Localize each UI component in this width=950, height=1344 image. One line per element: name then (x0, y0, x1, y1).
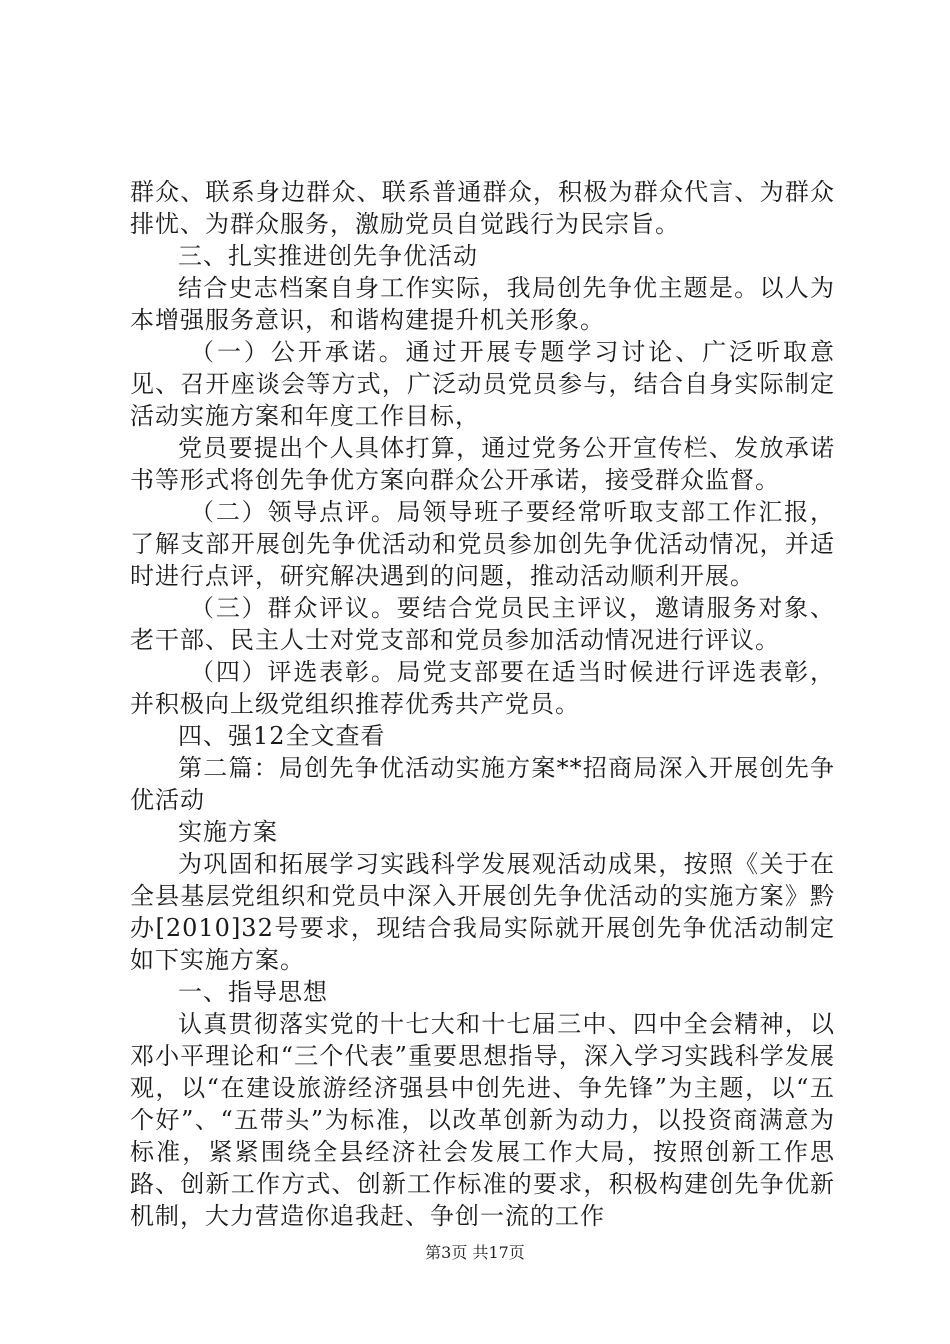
paragraph-guiding-thought: 认真贯彻落实党的十七大和十七届三中、四中全会精神，以邓小平理论和“三个代表”重要思想指导，深入学习实践科学发展观，以“在建设旅游经济强县中创先进、争先锋”为主题，以“五个好”、“五带头”为标准，以改革创新为动力，以投资商满意为标准，紧紧围绕全县经济社会发展工作大局，按照创新工作思路、创新工作方式、创新工作标准的要求，积极构建创先争优新机制，大力营造你追我赶、争创一流的工作 (130, 1010, 835, 1230)
section-heading-three: 三、扎实推进创先争优活动 (178, 242, 478, 270)
paragraph-public-commitment: （一）公开承诺。通过开展专题学习讨论、广泛听取意见、召开座谈会等方式，广泛动员党员参与，结合自身实际制定活动实施方案和年度工作目标， (130, 338, 835, 430)
paragraph-continuation: 群众、联系身边群众、联系普通群众，积极为群众代言、为群众排忧、为群众服务，激励党员自觉践行为民宗旨。 (130, 178, 835, 238)
paragraph-mass-appraisal: （三）群众评议。要结合党员民主评议，邀请服务对象、老干部、民主人士对党支部和党员参加活动情况进行评议。 (130, 594, 835, 654)
section-heading-guiding-thought: 一、指导思想 (178, 978, 328, 1006)
page-footer: 第3页 共17页 (425, 1243, 525, 1262)
document-body (130, 176, 835, 1232)
section-heading-four: 四、强12全文查看 (178, 722, 386, 750)
chapter-two-title: 第二篇：局创先争优活动实施方案**招商局深入开展创先争优活动 (130, 754, 835, 814)
paragraph-member-plans: 党员要提出个人具体打算，通过党务公开宣传栏、发放承诺书等形式将创先争优方案向群众公开承诺，接受群众监督。 (130, 434, 835, 494)
paragraph-leader-review: （二）领导点评。局领导班子要经常听取支部工作汇报，了解支部开展创先争优活动和党员参加创先争优活动情况，并适时进行点评，研究解决遇到的问题，推动活动顺利开展。 (130, 498, 835, 590)
paragraph-purpose: 为巩固和拓展学习实践科学发展观活动成果，按照《关于在全县基层党组织和党员中深入开展创先争优活动的实施方案》黔办[2010]32号要求，现结合我局实际就开展创先争优活动制定如下实施方案。 (130, 850, 835, 974)
paragraph-selection-commendation: （四）评选表彰。局党支部要在适当时候进行评选表彰，并积极向上级党组织推荐优秀共产党员。 (130, 658, 835, 718)
paragraph-theme: 结合史志档案自身工作实际，我局创先争优主题是。以人为本增强服务意识，和谐构建提升机关形象。 (130, 274, 835, 334)
chapter-two-subtitle: 实施方案 (178, 818, 278, 846)
